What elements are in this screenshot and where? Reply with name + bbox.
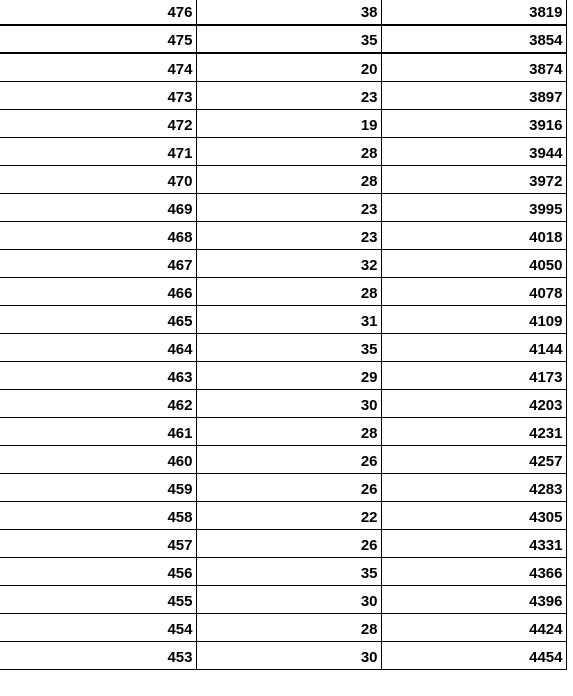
table-row (0, 613, 566, 641)
cell-value: 3874 (529, 60, 563, 78)
table-cell[interactable] (0, 389, 196, 417)
cell-value: 26 (360, 536, 378, 554)
cell-value: 28 (360, 284, 378, 302)
cell-value: 457 (167, 536, 193, 554)
table-cell[interactable] (381, 165, 566, 193)
table-cell[interactable] (196, 417, 381, 445)
table-cell[interactable] (196, 109, 381, 137)
cell-value: 28 (360, 424, 378, 442)
cell-value: 26 (360, 480, 378, 498)
cell-value: 3854 (529, 32, 563, 49)
table-cell[interactable] (381, 0, 566, 25)
cell-value: 30 (360, 592, 378, 610)
table-cell[interactable] (0, 417, 196, 445)
table-cell[interactable] (0, 137, 196, 165)
table-cell[interactable] (196, 305, 381, 333)
cell-value: 35 (360, 564, 378, 582)
cell-value: 29 (360, 368, 378, 386)
cell-value: 28 (360, 172, 378, 190)
cell-value: 4173 (529, 368, 563, 386)
table-row (0, 417, 566, 445)
table-cell[interactable] (381, 445, 566, 473)
table-cell[interactable] (196, 53, 381, 81)
table-cell[interactable] (381, 221, 566, 249)
cell-value: 23 (360, 200, 378, 218)
table-cell[interactable] (381, 557, 566, 585)
table-cell[interactable] (0, 277, 196, 305)
cell-value: 469 (167, 200, 193, 218)
cell-value: 458 (167, 508, 193, 526)
cell-value: 19 (360, 116, 378, 134)
table-cell[interactable] (196, 0, 381, 25)
table-cell[interactable] (0, 445, 196, 473)
table-cell[interactable] (381, 81, 566, 109)
table-row (0, 389, 566, 417)
table-cell[interactable] (0, 109, 196, 137)
cell-value: 455 (167, 592, 193, 610)
cell-value: 4331 (529, 536, 563, 554)
cell-value: 30 (360, 396, 378, 414)
table-cell[interactable] (196, 445, 381, 473)
cell-value: 4050 (529, 256, 563, 274)
table-cell[interactable] (0, 501, 196, 529)
cell-value: 470 (167, 172, 193, 190)
cell-value: 460 (167, 452, 193, 470)
table-cell[interactable] (0, 557, 196, 585)
table-cell[interactable] (196, 277, 381, 305)
cell-value: 23 (360, 88, 378, 106)
table-cell[interactable] (196, 557, 381, 585)
table-cell[interactable] (0, 221, 196, 249)
cell-value: 23 (360, 228, 378, 246)
table-cell[interactable] (0, 53, 196, 81)
cell-value: 454 (167, 620, 193, 638)
table-cell[interactable] (196, 221, 381, 249)
table-cell[interactable] (0, 361, 196, 389)
cell-value: 26 (360, 452, 378, 470)
table-cell[interactable] (0, 249, 196, 277)
cell-value: 476 (167, 4, 193, 21)
table-cell[interactable] (381, 25, 566, 53)
cell-value: 456 (167, 564, 193, 582)
cell-value: 472 (167, 116, 193, 134)
cell-value: 4305 (529, 508, 563, 526)
cell-value: 474 (167, 60, 193, 78)
cell-value: 3916 (529, 116, 563, 134)
cell-value: 28 (360, 620, 378, 638)
table-cell[interactable] (381, 249, 566, 277)
table-cell[interactable] (381, 361, 566, 389)
table-row (0, 585, 566, 613)
cell-value: 3819 (529, 4, 563, 21)
table-cell[interactable] (381, 417, 566, 445)
cell-value: 4257 (529, 452, 563, 470)
table-row (0, 109, 566, 137)
table-row (0, 305, 566, 333)
cell-value: 35 (360, 340, 378, 358)
cell-value: 4424 (529, 620, 563, 638)
table-row (0, 557, 566, 585)
table-row (0, 445, 566, 473)
cell-value: 471 (167, 144, 193, 162)
table-row (0, 277, 566, 305)
table-cell[interactable] (196, 81, 381, 109)
cell-value: 468 (167, 228, 193, 246)
table-row (0, 53, 566, 81)
table-cell[interactable] (196, 473, 381, 501)
cell-value: 3995 (529, 200, 563, 218)
cell-value: 463 (167, 368, 193, 386)
table-row (0, 81, 566, 109)
table-cell[interactable] (0, 585, 196, 613)
cell-value: 4231 (529, 424, 563, 442)
cell-value: 35 (360, 32, 378, 49)
cell-value: 466 (167, 284, 193, 302)
table-cell[interactable] (0, 473, 196, 501)
cell-value: 4366 (529, 564, 563, 582)
table-cell[interactable] (381, 333, 566, 361)
cell-value: 31 (360, 312, 378, 330)
cell-value: 4078 (529, 284, 563, 302)
table-cell[interactable] (0, 613, 196, 641)
table-cell[interactable] (0, 305, 196, 333)
table-row (0, 193, 566, 221)
table-cell[interactable] (0, 529, 196, 557)
table-row (0, 221, 566, 249)
table-cell[interactable] (381, 53, 566, 81)
table-cell[interactable] (381, 137, 566, 165)
table-cell[interactable] (196, 585, 381, 613)
table-cell[interactable] (0, 333, 196, 361)
table-cell[interactable] (196, 137, 381, 165)
table-cell[interactable] (0, 25, 196, 53)
cell-value: 4109 (529, 312, 563, 330)
table-cell[interactable] (196, 529, 381, 557)
cell-value: 4018 (529, 228, 563, 246)
cell-value: 467 (167, 256, 193, 274)
cell-value: 459 (167, 480, 193, 498)
table-cell[interactable] (196, 333, 381, 361)
cell-value: 3897 (529, 88, 563, 106)
cell-value: 4203 (529, 396, 563, 414)
table-cell[interactable] (381, 585, 566, 613)
table-cell[interactable] (196, 165, 381, 193)
cell-value: 38 (360, 4, 378, 21)
table-cell[interactable] (381, 277, 566, 305)
cell-value: 4454 (529, 648, 563, 666)
table-cell[interactable] (0, 165, 196, 193)
cell-value: 20 (360, 60, 378, 78)
cell-value: 475 (167, 32, 193, 49)
table-cell[interactable] (196, 25, 381, 53)
table-row (0, 25, 566, 53)
table-cell[interactable] (381, 389, 566, 417)
cell-value: 461 (167, 424, 193, 442)
table-cell[interactable] (381, 473, 566, 501)
table-row (0, 529, 566, 557)
cell-value: 4144 (529, 340, 563, 358)
table-cell[interactable] (381, 501, 566, 529)
table-cell[interactable] (196, 193, 381, 221)
table-cell[interactable] (196, 389, 381, 417)
table-cell[interactable] (0, 81, 196, 109)
cell-value: 465 (167, 312, 193, 330)
cell-value: 4396 (529, 592, 563, 610)
table-cell[interactable] (196, 641, 381, 669)
table-cell[interactable] (381, 613, 566, 641)
cell-value: 30 (360, 648, 378, 666)
cell-value: 32 (360, 256, 378, 274)
table-cell[interactable] (381, 109, 566, 137)
table-cell[interactable] (381, 305, 566, 333)
table-cell[interactable] (196, 361, 381, 389)
table-row (0, 501, 566, 529)
table-row (0, 361, 566, 389)
cell-value: 4283 (529, 480, 563, 498)
table-row (0, 137, 566, 165)
table-row (0, 165, 566, 193)
table-cell[interactable] (381, 641, 566, 669)
table-cell[interactable] (196, 501, 381, 529)
cell-value: 22 (360, 508, 378, 526)
cell-value: 28 (360, 144, 378, 162)
cell-value: 453 (167, 648, 193, 666)
table-row (0, 249, 566, 277)
table-cell[interactable] (0, 641, 196, 669)
table-cell[interactable] (0, 0, 196, 25)
cell-value: 462 (167, 396, 193, 414)
cell-value: 464 (167, 340, 193, 358)
table-cell[interactable] (196, 249, 381, 277)
table-row (0, 333, 566, 361)
table-cell[interactable] (0, 193, 196, 221)
table-row (0, 0, 566, 25)
cell-value: 3944 (529, 144, 563, 162)
table-row (0, 641, 566, 669)
cell-value: 3972 (529, 172, 563, 190)
table-row (0, 473, 566, 501)
table-cell[interactable] (381, 193, 566, 221)
table-cell[interactable] (381, 529, 566, 557)
table-cell[interactable] (196, 613, 381, 641)
cell-value: 473 (167, 88, 193, 106)
